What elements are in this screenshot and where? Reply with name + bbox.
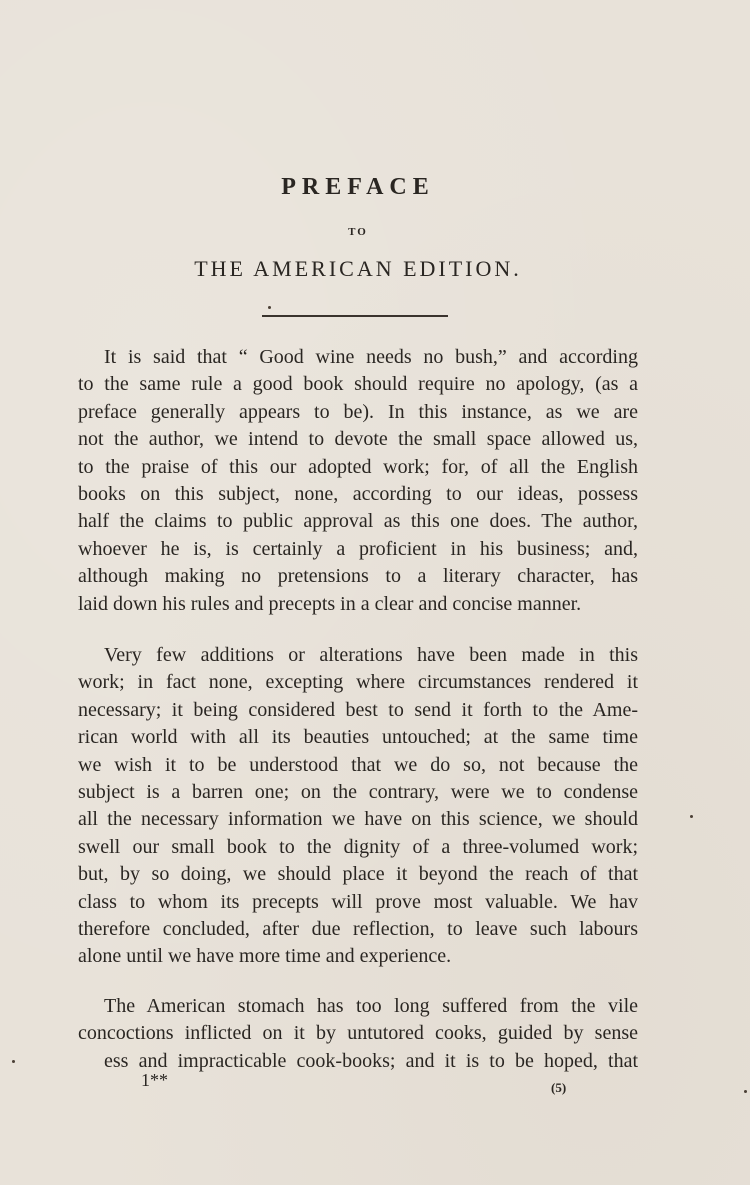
- paragraph-2: [78, 642, 638, 971]
- text-line: we wish it to be understood that we do so, not because the: [78, 753, 638, 776]
- signature-mark: 1**: [141, 1070, 168, 1090]
- text-line: necessary; it being considered best to send it forth to the Ame-: [78, 698, 638, 721]
- text-line: although making no pretensions to a literary character, has: [78, 565, 638, 588]
- text-line: books on this subject, none, according to our ideas, possess: [78, 483, 638, 506]
- text-line: rican world with all its beauties untouched; at the same time: [78, 726, 638, 749]
- text-line: ess and impracticable cook-books; and it is to be hoped, that: [104, 1049, 638, 1072]
- text-line: concoctions inflicted on it by untutored cooks, guided by sense: [78, 1022, 638, 1045]
- text-line: The American stomach has too long suffered from the vile: [104, 995, 638, 1017]
- text-line: to the praise of this our adopted work; for, of all the English: [78, 455, 638, 478]
- page-number: (5): [551, 1080, 567, 1095]
- text-line: not the author, we intend to devote the small space allowed us,: [78, 428, 638, 451]
- title-rule: [262, 315, 448, 317]
- title-connector: TO: [348, 226, 368, 238]
- text-line: preface generally appears to be). In this instance, as we are: [78, 400, 638, 423]
- text-line: class to whom its precepts will prove most valuable. We hav: [78, 890, 638, 913]
- text-line: alone until we have more time and experience.: [78, 945, 452, 968]
- paragraph-3: [78, 993, 638, 1075]
- text-line: half the claims to public approval as this one does. The author,: [78, 510, 638, 533]
- text-line: all the necessary information we have on this science, we should: [78, 808, 638, 831]
- text-line: whoever he is, is certainly a proficient in his business; and,: [78, 537, 638, 560]
- page-title: PREFACE: [281, 174, 435, 200]
- text-line: swell our small book to the dignity of a three-volumed work;: [78, 835, 638, 858]
- page-subtitle: THE AMERICAN EDITION.: [194, 256, 522, 281]
- text-line: to the same rule a good book should require no apology, (as a: [78, 373, 638, 396]
- paragraph-1: [78, 344, 638, 618]
- text-line: therefore concluded, after due reflection, to leave such labours: [78, 918, 638, 941]
- paper-speck: [12, 1060, 15, 1063]
- paper-speck: [690, 815, 693, 818]
- paper-speck: [744, 1090, 747, 1093]
- paper-speck: [268, 306, 271, 309]
- text-line: Very few additions or alterations have been made in this: [104, 644, 638, 666]
- text-line: laid down his rules and precepts in a clear and concise manner.: [78, 592, 582, 615]
- text-line: It is said that “ Good wine needs no bush,” and according: [104, 346, 638, 368]
- text-line: but, by so doing, we should place it beyond the reach of that: [78, 863, 638, 886]
- text-line: work; in fact none, excepting where circumstances rendered it: [78, 671, 638, 694]
- text-line: subject is a barren one; on the contrary, were we to condense: [78, 781, 638, 804]
